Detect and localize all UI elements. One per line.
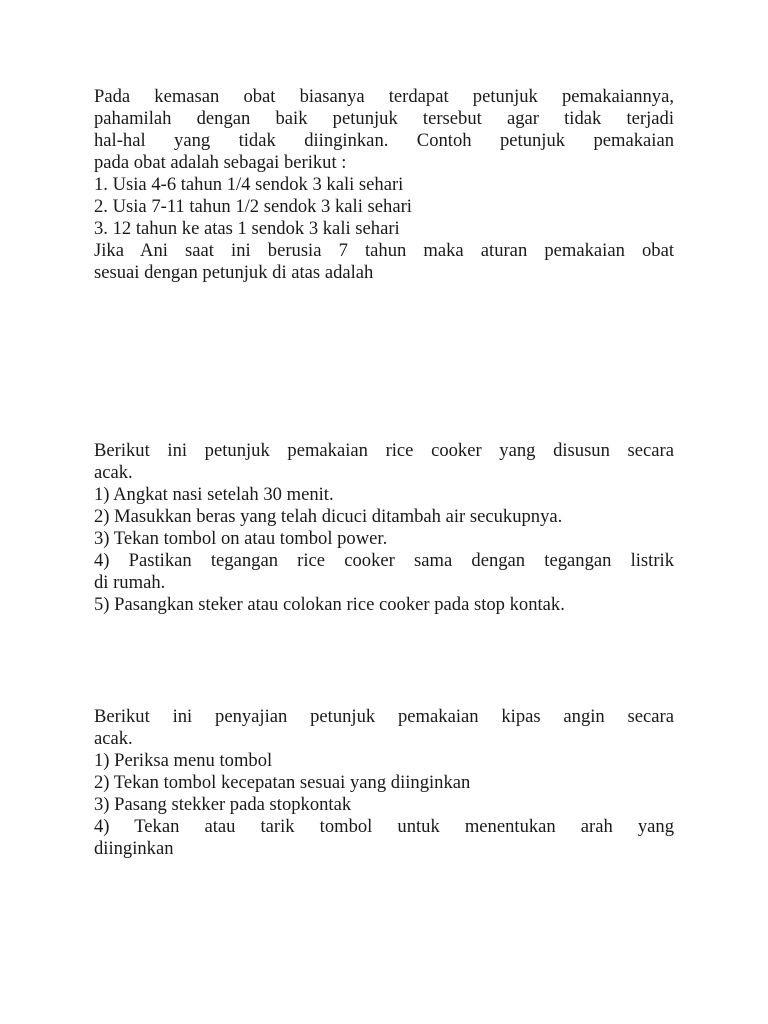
- paragraph-line: Pada kemasan obat biasanya terdapat petunjuk pemakaiannya,: [94, 86, 674, 107]
- list-item: 3. 12 tahun ke atas 1 sendok 3 kali sehari: [94, 218, 400, 239]
- question-line: Jika Ani saat ini berusia 7 tahun maka aturan pemakaian obat: [94, 240, 674, 261]
- list-item: 3) Tekan tombol on atau tombol power.: [94, 528, 388, 549]
- list-item: 4) Tekan atau tarik tombol untuk menentukan arah yang: [94, 816, 674, 837]
- list-item: 1) Angkat nasi setelah 30 menit.: [94, 484, 334, 505]
- question-line: sesuai dengan petunjuk di atas adalah: [94, 262, 374, 283]
- list-item-continuation: diinginkan: [94, 838, 174, 859]
- list-item: 1. Usia 4-6 tahun 1/4 sendok 3 kali sehari: [94, 174, 404, 195]
- list-item: 2) Tekan tombol kecepatan sesuai yang diinginkan: [94, 772, 471, 793]
- paragraph-line: Berikut ini petunjuk pemakaian rice cooker yang disusun secara: [94, 440, 674, 461]
- paragraph-line: Berikut ini penyajian petunjuk pemakaian kipas angin secara: [94, 706, 674, 727]
- paragraph-line: hal-hal yang tidak diinginkan. Contoh petunjuk pemakaian: [94, 130, 674, 151]
- paragraph-line: pada obat adalah sebagai berikut :: [94, 152, 347, 173]
- list-item: 2. Usia 7-11 tahun 1/2 sendok 3 kali sehari: [94, 196, 412, 217]
- fan-instructions-section: [94, 706, 674, 860]
- list-item: 5) Pasangkan steker atau colokan rice cooker pada stop kontak.: [94, 594, 565, 615]
- list-item: 3) Pasang stekker pada stopkontak: [94, 794, 352, 815]
- list-item: 2) Masukkan beras yang telah dicuci ditambah air secukupnya.: [94, 506, 563, 527]
- paragraph-line: acak.: [94, 462, 133, 483]
- paragraph-line: pahamilah dengan baik petunjuk tersebut agar tidak terjadi: [94, 108, 674, 129]
- list-item: 4) Pastikan tegangan rice cooker sama dengan tegangan listrik: [94, 550, 674, 571]
- rice-cooker-instructions-section: [94, 440, 674, 616]
- list-item-continuation: di rumah.: [94, 572, 166, 593]
- medicine-instructions-section: [94, 86, 674, 284]
- list-item: 1) Periksa menu tombol: [94, 750, 273, 771]
- paragraph-line: acak.: [94, 728, 133, 749]
